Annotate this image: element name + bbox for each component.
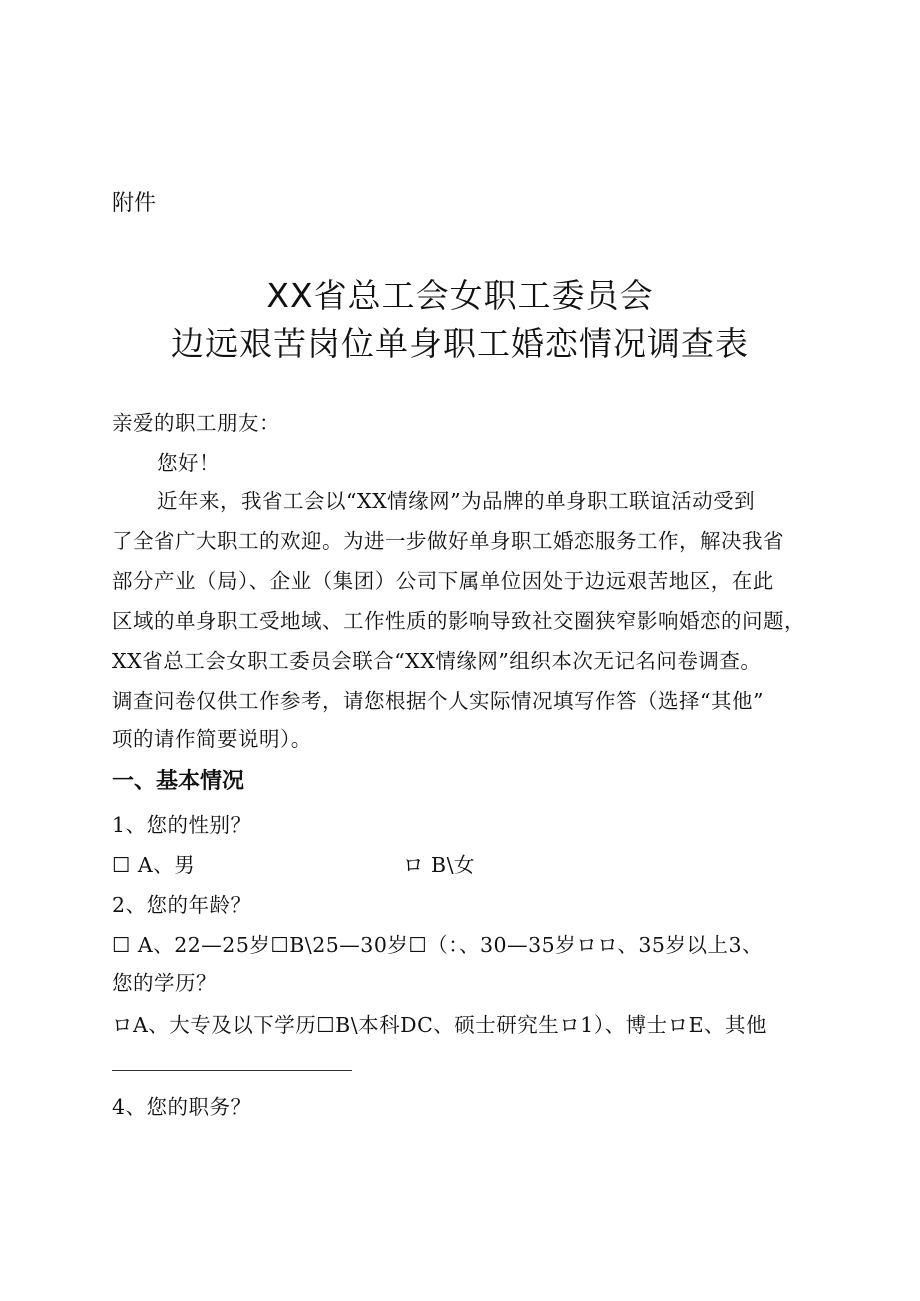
question-gender: 1、您的性别？ [112, 813, 252, 837]
education-options-line[interactable]: ロA、大专及以下学历☐B\本科DC、硕士研究生ロ1）、博士ロE、其他 [112, 1013, 768, 1037]
intro-paragraph-line: 近年来，我省工会以“XX情缘网”为品牌的单身职工联谊活动受到 [157, 489, 756, 513]
other-answer-underline[interactable] [112, 1070, 352, 1071]
question-position: 4、您的职务？ [112, 1095, 252, 1119]
attachment-label: 附件 [112, 191, 157, 216]
section-heading-basic-info: 一、基本情况 [112, 769, 245, 794]
greeting: 您好！ [157, 451, 220, 475]
option-male-checkbox[interactable]: ☐ A、男 [112, 853, 196, 877]
question-age: 2、您的年龄？ [112, 893, 252, 917]
age-options-line[interactable]: ☐ A、22—25岁☐B\25—30岁☐（：、30—35岁ロロ、35岁以上3、 [112, 933, 763, 957]
intro-paragraph-line: XX省总工会女职工委员会联合“XX情缘网”组织本次无记名问卷调查。 [112, 649, 762, 673]
document-title-line1: XX省总工会女职工委员会 [266, 276, 654, 315]
intro-paragraph-line: 了全省广大职工的欢迎。为进一步做好单身职工婚恋服务工作，解决我省 [112, 529, 784, 553]
salutation: 亲爱的职工朋友： [112, 411, 280, 435]
document-title-line2: 边远艰苦岗位单身职工婚恋情况调查表 [171, 324, 749, 363]
option-female-checkbox[interactable]: ロ B\女 [403, 853, 475, 877]
intro-paragraph-line: 调查问卷仅供工作参考，请您根据个人实际情况填写作答（选择“其他” [112, 689, 764, 713]
intro-paragraph-line: 部分产业（局）、企业（集团）公司下属单位因处于边远艰苦地区，在此 [112, 569, 774, 593]
intro-paragraph-line: 区域的单身职工受地域、工作性质的影响导致社交圈狭窄影响婚恋的问题， [112, 609, 805, 633]
intro-paragraph-line: 项的请作简要说明）。 [112, 727, 312, 751]
question-education: 您的学历？ [112, 971, 217, 995]
